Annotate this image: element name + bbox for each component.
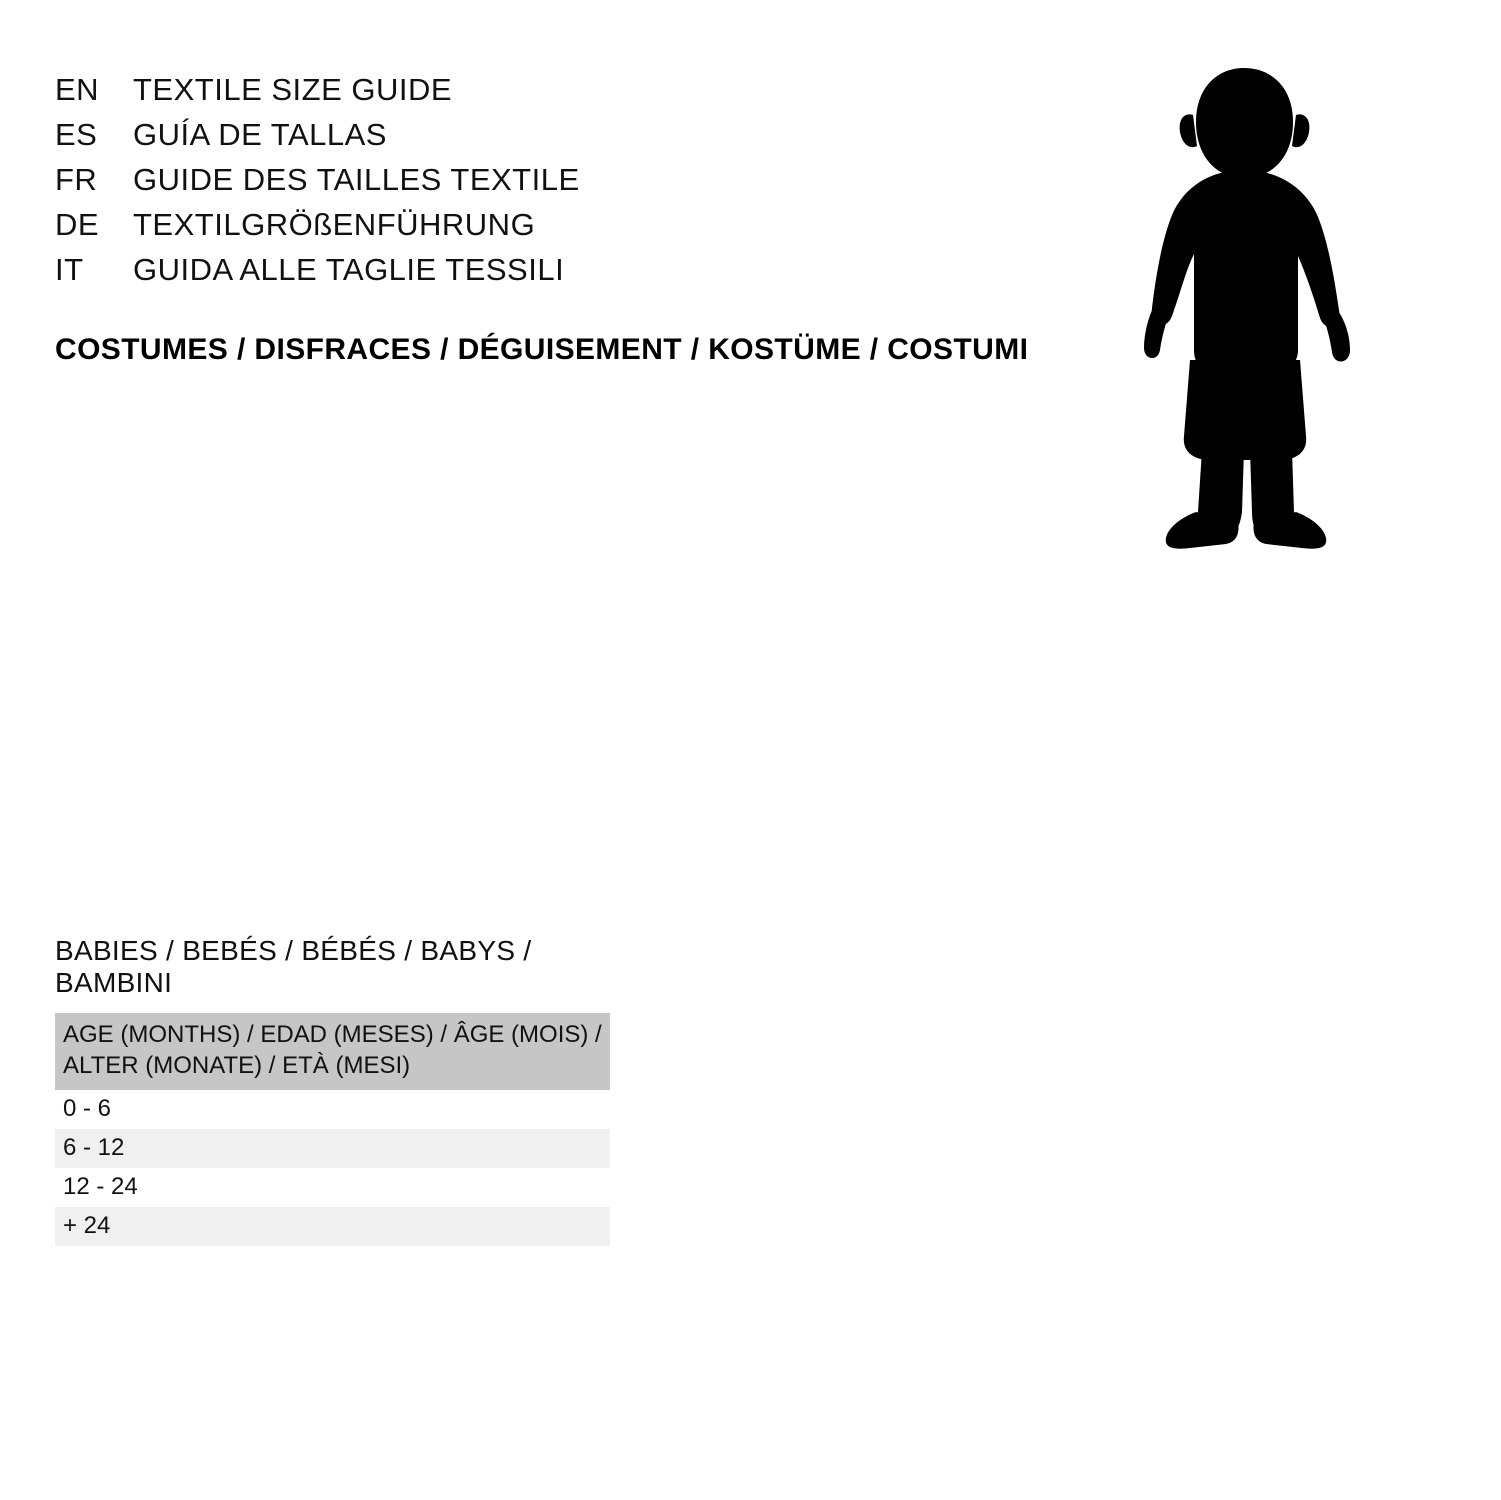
language-title-fr: GUIDE DES TAILLES TEXTILE xyxy=(133,162,580,197)
table-row xyxy=(55,1129,610,1168)
language-row-de xyxy=(55,207,1055,252)
table-caption: BABIES / BEBÉS / BÉBÉS / BABYS / BAMBINI xyxy=(55,935,532,998)
table-cell-age-range: 0 - 6 xyxy=(55,1090,610,1129)
language-row-fr xyxy=(55,162,1055,207)
table-row xyxy=(55,1207,610,1246)
language-title-de: TEXTILGRÖßENFÜHRUNG xyxy=(133,207,536,242)
language-code-en: EN xyxy=(55,72,100,107)
category-heading: COSTUMES / DISFRACES / DÉGUISEMENT / KOSTÜME / COSTUMI xyxy=(55,333,1029,366)
language-row-en xyxy=(55,72,1055,117)
table-cell-age-range: + 24 xyxy=(55,1207,610,1246)
language-title-es: GUÍA DE TALLAS xyxy=(133,117,387,152)
table-column-header-age: AGE (MONTHS) / EDAD (MESES) / ÂGE (MOIS) / ALTER (MONATE) / ETÀ (MESI) xyxy=(55,1013,610,1090)
table-row xyxy=(55,1090,610,1129)
language-code-it: IT xyxy=(55,252,84,287)
table-cell-age-range: 12 - 24 xyxy=(55,1168,610,1207)
size-table-section xyxy=(55,935,655,1246)
language-code-fr: FR xyxy=(55,162,98,197)
language-title-list xyxy=(55,72,1055,297)
language-title-it: GUIDA ALLE TAGLIE TESSILI xyxy=(133,252,565,287)
table-cell-age-range: 6 - 12 xyxy=(55,1129,610,1168)
language-code-es: ES xyxy=(55,117,98,152)
table-header-row xyxy=(55,1013,610,1090)
language-title-en: TEXTILE SIZE GUIDE xyxy=(133,72,453,107)
table-row xyxy=(55,1168,610,1207)
language-row-it xyxy=(55,252,1055,297)
language-row-es xyxy=(55,117,1055,162)
language-code-de: DE xyxy=(55,207,100,242)
toddler-silhouette-icon xyxy=(1110,60,1380,550)
size-table xyxy=(55,1013,610,1246)
